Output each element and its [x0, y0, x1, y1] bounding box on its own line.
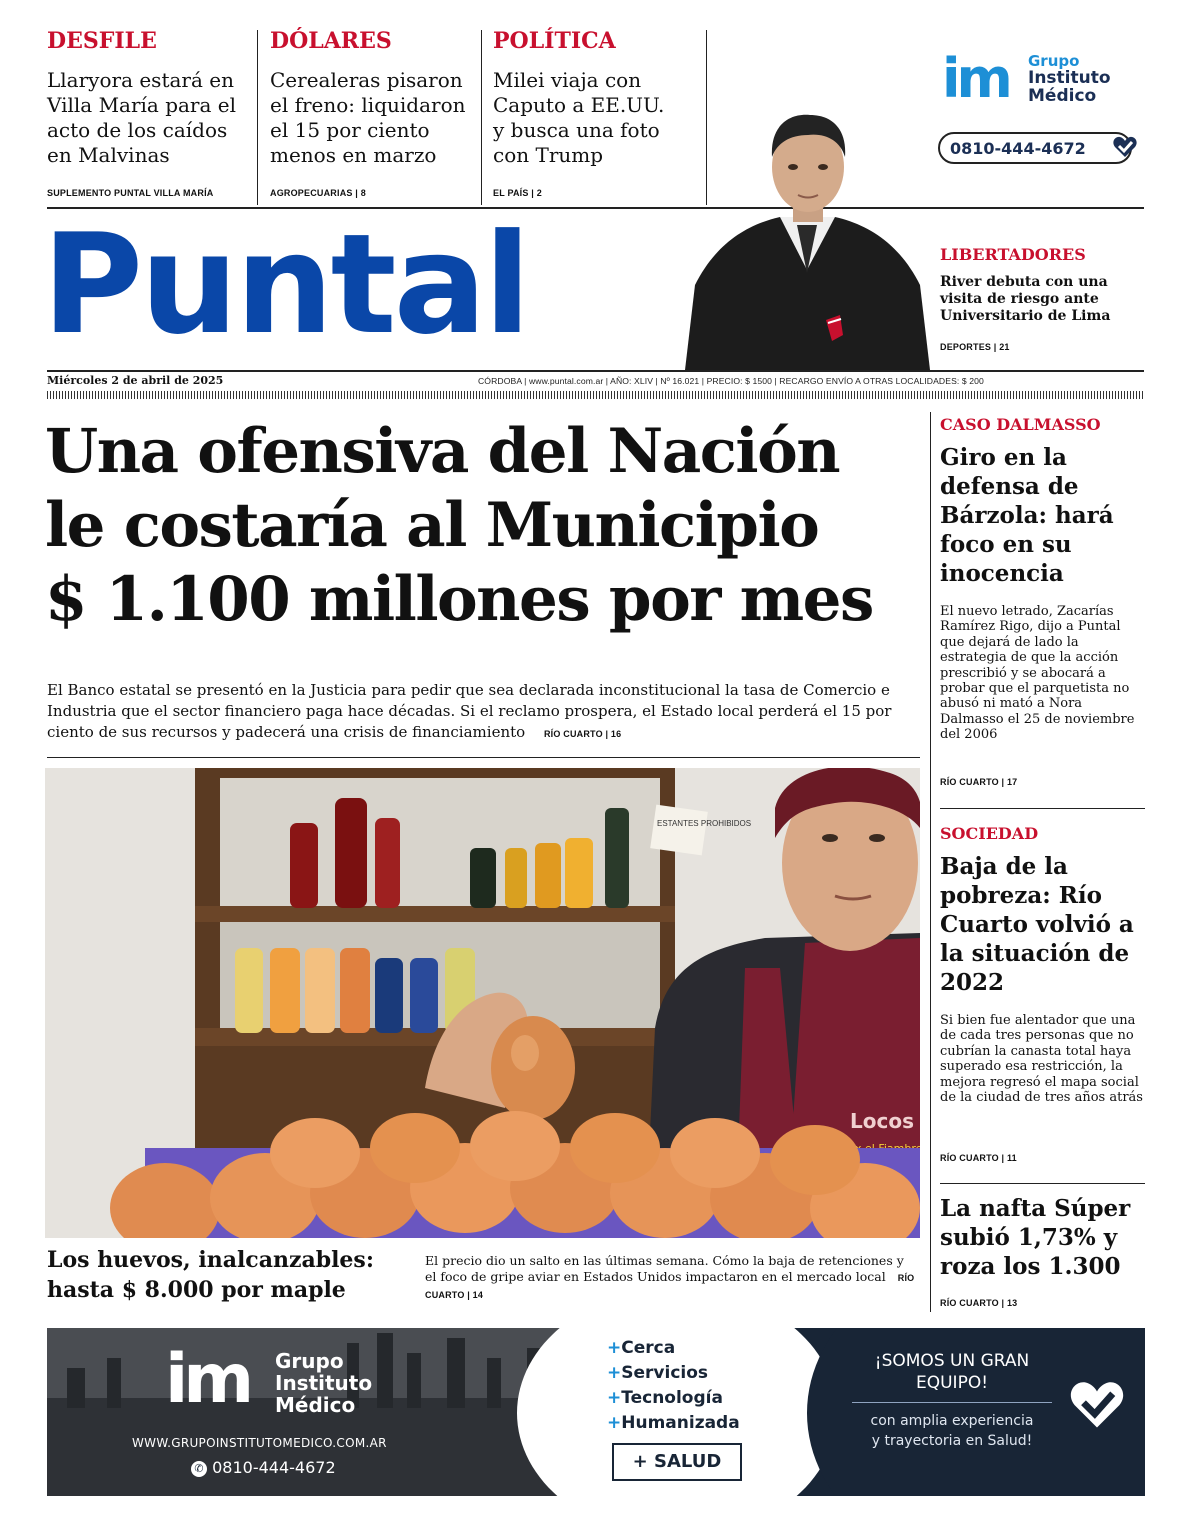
eggs-photo-illustration	[45, 768, 920, 1238]
im-logo-icon: im	[942, 47, 1009, 110]
teaser-section: EL PAÍS | 2	[493, 188, 542, 198]
teaser-section: SUPLEMENTO PUNTAL VILLA MARÍA	[47, 188, 214, 198]
teaser-kicker: DÓLARES	[270, 28, 392, 54]
lead-deck	[47, 680, 915, 745]
lead-story[interactable]	[45, 415, 915, 637]
side-story-sociedad[interactable]	[940, 824, 1145, 1105]
heart-check-icon	[1112, 135, 1138, 159]
side-section: RÍO CUARTO | 17	[940, 777, 1018, 787]
teaser-headline: Llaryora estará en Villa María para el acto de los caídos en Malvinas	[47, 68, 237, 167]
feature-label: Tecnología	[621, 1388, 723, 1408]
side-story-dalmasso[interactable]	[940, 415, 1145, 743]
feature-item	[607, 1361, 740, 1386]
dateline-hatch	[47, 391, 1144, 399]
ad-divider	[852, 1402, 1052, 1403]
masthead-logo[interactable]: Puntal	[42, 204, 529, 365]
coach-photo	[685, 95, 930, 370]
eggs-photo	[45, 768, 920, 1238]
side-section: RÍO CUARTO | 13	[940, 1298, 1018, 1308]
salud-button[interactable]: + SALUD	[612, 1443, 742, 1481]
apron-text: Locos	[850, 1109, 914, 1133]
lead-headline-line: le costaría al Municipio	[45, 490, 819, 561]
brand-line: Grupo	[275, 1349, 344, 1373]
lead-rule	[47, 757, 920, 758]
side-story-nafta[interactable]	[940, 1194, 1145, 1281]
coach-illustration	[685, 95, 930, 370]
tagline: y trayectoria en Salud!	[871, 1433, 1033, 1449]
teaser-desfile[interactable]	[47, 28, 247, 168]
tagline: con amplia experiencia	[870, 1413, 1034, 1429]
side-headline: Giro en la defensa de Bárzola: hará foco en su inocencia	[940, 444, 1114, 587]
plus-icon: +	[607, 1363, 622, 1383]
side-kicker: LIBERTADORES	[940, 245, 1086, 264]
top-ad-instituto-medico[interactable]	[930, 45, 1145, 175]
heart-check-icon	[1067, 1378, 1127, 1432]
feature-label: Humanizada	[621, 1413, 740, 1433]
photo-caption-text: El precio dio un salto en las últimas semana. Cómo la baja de retenciones y el foco de gripe aviar en Estados Unidos impactaron en el mercado local	[425, 1253, 904, 1284]
side-body: Si bien fue alentador que una de cada tres personas que no cubrían la canasta total haya superado esa restricción, la mejora regresó el mapa social de la ciudad de tres años atrás	[940, 1013, 1143, 1106]
dateline-rule-top	[47, 370, 1144, 372]
bottom-ad-brand	[275, 1350, 372, 1416]
side-headline: Baja de la pobreza: Río Cuarto volvió a la situación de 2022	[940, 853, 1134, 996]
side-story-libertadores[interactable]	[940, 245, 1140, 325]
lead-headline-line: Una ofensiva del Nación	[45, 416, 840, 487]
side-section: DEPORTES | 21	[940, 342, 1010, 352]
phone-icon: ✆	[191, 1461, 207, 1477]
teaser-kicker: DESFILE	[47, 28, 157, 54]
side-headline: River debuta con una visita de riesgo ante Universitario de Lima	[940, 274, 1111, 324]
lead-section: RÍO CUARTO | 16	[543, 729, 622, 739]
column-divider	[481, 30, 482, 205]
feature-label: Servicios	[621, 1363, 709, 1383]
bottom-ad-phone[interactable]	[191, 1458, 336, 1477]
side-rule	[940, 1183, 1145, 1184]
teaser-kicker: POLÍTICA	[493, 28, 616, 54]
top-ad-brand	[1028, 53, 1111, 105]
brand-line: Instituto	[1028, 68, 1111, 88]
side-kicker: SOCIEDAD	[940, 824, 1039, 843]
side-body: El nuevo letrado, Zacarías Ramírez Rigo, dijo a Puntal que dejará de lado la estrategia de que la acción prescribió y se abocará a probar que el parquetista no abusó ni mató a Nora Dalmasso el 25 de noviembre del 2006	[940, 604, 1135, 743]
brand-line: Médico	[1028, 86, 1097, 106]
plus-icon: +	[607, 1413, 622, 1433]
edition-date: Miércoles 2 de abril de 2025	[47, 374, 224, 387]
edition-info: CÓRDOBA | www.puntal.com.ar | AÑO: XLIV | Nº 16.021 | PRECIO: $ 1500 | RECARGO ENVÍO A OTRAS LOCALIDADES: $ 200	[478, 376, 984, 386]
top-ad-phone[interactable]	[938, 132, 1132, 164]
teaser-headline: Cerealeras pisaron el freno: liquidaron el 15 por ciento menos en marzo	[270, 68, 466, 167]
bottom-ad-web[interactable]: WWW.GRUPOINSTITUTOMEDICO.COM.AR	[132, 1436, 387, 1450]
photo-caption-section: RÍO CUARTO | 14	[425, 1273, 915, 1300]
im-logo-icon: im	[165, 1340, 250, 1419]
teaser-dolares[interactable]	[270, 28, 470, 168]
ad-slogan	[847, 1350, 1057, 1451]
photo-caption-headline[interactable]: Los huevos, inalcanzables: hasta $ 8.000 por maple	[47, 1247, 374, 1303]
feature-item	[607, 1336, 740, 1361]
shelf-sign-text: ESTANTES PROHIBIDOS	[657, 819, 752, 828]
slogan-line: EQUIPO!	[915, 1373, 989, 1393]
side-headline: La nafta Súper subió 1,73% y roza los 1.300	[940, 1195, 1131, 1280]
feature-label: Cerca	[621, 1338, 676, 1358]
lead-deck-text: El Banco estatal se presentó en la Justicia para pedir que sea declarada inconstitucional la tasa de Comercio e Industria que el sector financiero paga hace décadas. Si el reclamo prospera, el Estado local perderá el 15 por ciento de sus recursos y padecerá una crisis de financiamiento	[47, 681, 892, 741]
right-column-divider	[930, 412, 931, 1312]
plus-icon: +	[607, 1388, 622, 1408]
brand-line: Médico	[275, 1393, 356, 1417]
phone-number: 0810-444-4672	[212, 1458, 336, 1477]
ad-features	[607, 1336, 740, 1436]
teaser-section: AGROPECUARIAS | 8	[270, 188, 366, 198]
bottom-ad[interactable]	[47, 1328, 1145, 1496]
side-kicker: CASO DALMASSO	[940, 415, 1101, 434]
column-divider	[257, 30, 258, 205]
brand-line: Instituto	[275, 1371, 373, 1395]
side-rule	[940, 808, 1145, 809]
lead-headline-line: $ 1.100 millones por mes	[45, 564, 873, 635]
slogan-line: ¡SOMOS UN GRAN	[874, 1351, 1030, 1371]
brand-line: Grupo	[1028, 52, 1080, 70]
side-section: RÍO CUARTO | 11	[940, 1153, 1017, 1163]
teaser-headline: Milei viaja con Caputo a EE.UU. y busca una foto con Trump	[493, 68, 665, 167]
phone-number: 0810-444-4672	[950, 139, 1086, 158]
feature-item	[607, 1386, 740, 1411]
plus-icon: +	[607, 1338, 622, 1358]
teaser-politica[interactable]	[493, 28, 673, 168]
photo-caption-body	[425, 1253, 915, 1303]
feature-item	[607, 1411, 740, 1436]
